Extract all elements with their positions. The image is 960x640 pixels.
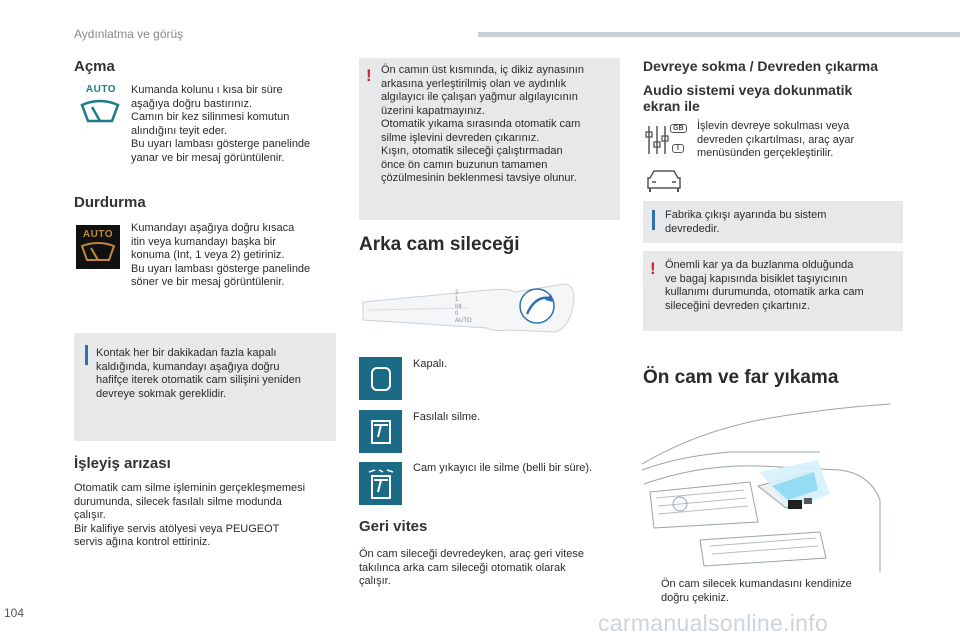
reverse-text: Ön cam sileceği devredeyken, araç geri vitese takılınca arka cam sileceği otomatik olarak çalışır.	[359, 548, 584, 587]
auto-wiper-warning-lamp	[76, 225, 120, 269]
rear-washer-icon	[359, 462, 402, 505]
section-title-open: Açma	[74, 58, 115, 75]
info-icon	[652, 210, 655, 230]
settings-sliders-icon	[644, 122, 688, 158]
rear-wiper-intermittent-icon	[359, 410, 402, 453]
rear-wiper-icon	[366, 417, 396, 447]
wiper-icon	[76, 95, 124, 125]
wiper-stalk-illustration	[359, 276, 579, 342]
section-title-rear-wiper: Arka cam sileceği	[359, 234, 520, 255]
auto-label: AUTO	[85, 84, 117, 95]
lamp-wiper-icon	[76, 240, 120, 264]
warning-box-text: Ön camın üst kısmında, iç dikiz aynasının arkasına yerleştirilmiş olan ve aydınlık algılayıcı ile çalışan yağmur algılayıcının üzerini kapatmayınız. Otomatik yıkama sırasında otomatik cam silme işlevini devreden çıkarınız. Kışın, otomatik sileceği çalıştırmadan önce ön camın buzunun tamamen çözülmesinin beklenmesi tavsiye olunur.	[381, 64, 584, 184]
section-title-toggle: Devreye sokma / Devreden çıkarma	[643, 58, 879, 74]
info-icon	[85, 345, 88, 365]
header-rule	[478, 32, 960, 37]
gb-label: GB	[670, 124, 687, 133]
info-box-factory	[643, 201, 903, 243]
watermark: carmanualsonline.info	[598, 610, 829, 636]
rear-wiper-off-icon	[359, 357, 402, 400]
info-box-factory-text: Fabrika çıkışı ayarında bu sistem devrededir.	[665, 209, 827, 235]
page-number: 104	[4, 606, 25, 620]
running-header: Aydınlatma ve görüş	[74, 27, 184, 41]
van-drawing	[640, 400, 908, 572]
stop-text: Kumandayı aşağıya doğru kısaca itin veya kumandayı başka bir konuma (Int, 1 veya 2) getiriniz. Bu uyarı lambası gösterge panelinde söner ve bir mesaj görüntülenir.	[131, 222, 311, 288]
audio-text: İşlevin devreye sokulması veya devreden çıkartılması, araç ayar menüsünden gerçekleştirilir.	[697, 120, 855, 159]
option-intermittent-label: Fasılalı silme.	[413, 411, 481, 423]
car-icon	[644, 168, 684, 194]
auto-wiper-icon	[76, 84, 126, 130]
option-wash-label: Cam yıkayıcı ile silme (belli bir süre).	[413, 462, 593, 474]
option-off-label: Kapalı.	[413, 358, 448, 370]
rear-window-icon	[366, 364, 396, 394]
section-title-fault: İşleyiş arızası	[74, 455, 171, 472]
info-box-text: Kontak her bir dakikadan fazla kapalı kaldığında, kumandayı aşağıya doğru hafifçe iterek otomatik cam silişini yeniden devreye sokmak gereklidir.	[96, 347, 301, 400]
warning-box-snow	[643, 251, 903, 331]
info-box-reactivation	[74, 333, 336, 441]
washing-instruction: Ön cam silecek kumandasını kendinize doğru çekiniz.	[661, 578, 852, 604]
van-front-illustration	[640, 400, 908, 572]
car-settings-icon	[644, 168, 684, 194]
lamp-auto-label: AUTO	[82, 229, 114, 240]
section-title-reverse: Geri vites	[359, 518, 428, 535]
fault-text: Otomatik cam silme işleminin gerçekleşmemesi durumunda, silecek fasılalı silme modunda çalışır. Bir kalifiye servis atölyesi veya PEUGEOT servis ağına kontrol ettiriniz.	[74, 482, 306, 548]
warning-box-snow-text: Önemli kar ya da buzlanma olduğunda ve bagaj kapısında bisiklet taşıyıcının kullanımı durumunda, otomatik arka cam sileceğini devreden çıkartınız.	[665, 259, 864, 312]
warning-box-sensor	[359, 58, 620, 220]
section-title-stop: Durdurma	[74, 194, 146, 211]
warning-icon: !	[650, 259, 656, 278]
open-text: Kumanda kolunu ı kısa bir süre aşağıya doğru bastırınız. Camın bir kez silinmesi komutun alındığını teyit eder. Bu uyarı lambası gösterge panelinde yanar ve bir mesaj görüntülenir.	[131, 84, 311, 164]
subsection-title-audio: Audio sistemi veya dokunmatik ekran ile	[643, 82, 853, 114]
warning-icon: !	[366, 66, 372, 85]
info-i-label: I	[672, 144, 684, 153]
section-title-washing: Ön cam ve far yıkama	[643, 367, 839, 388]
stalk-position-labels: 2 1 Int 0 AUTO	[455, 290, 472, 324]
washer-spray-icon	[365, 468, 397, 500]
